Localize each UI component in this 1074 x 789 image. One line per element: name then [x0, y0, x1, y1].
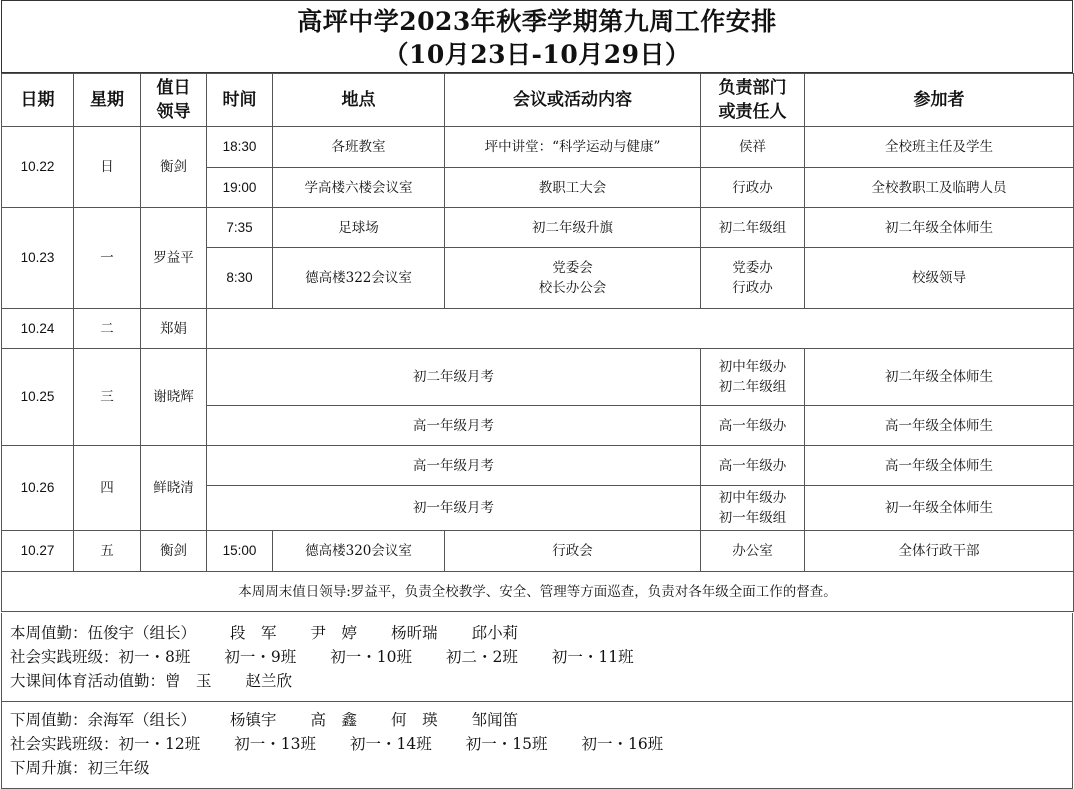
place-cell: 足球场	[273, 208, 445, 248]
next-week-flag-line: 下周升旗：初三年级	[10, 759, 150, 777]
weekday-cell: 四	[74, 446, 141, 531]
time-cell: 15:00	[207, 531, 273, 572]
owner-cell: 侯祥	[701, 127, 805, 168]
time-cell: 18:30	[207, 127, 273, 168]
table-row	[2, 127, 1074, 168]
attendees-cell: 校级领导	[805, 248, 1074, 309]
weekend-note: 本周周末值日领导:罗益平，负责全校教学、安全、管理等方面巡查，负责对各年级全面工作的督查。	[2, 572, 1074, 612]
next-week-duty-line: 下周值勤：余海军（组长） 杨镇宇 高 鑫 何 瑛 邹闻笛	[10, 711, 519, 729]
attendees-cell: 初一年级全体师生	[805, 486, 1074, 531]
owner-cell: 初中年级办 初一年级组	[701, 486, 805, 531]
table-row	[2, 531, 1074, 572]
col-header-time: 时间	[207, 74, 273, 127]
place-cell: 德高楼320会议室	[273, 531, 445, 572]
attendees-cell: 全校教职工及临聘人员	[805, 168, 1074, 208]
content-cell: 坪中讲堂：“科学运动与健康”	[445, 127, 701, 168]
weekday-cell: 日	[74, 127, 141, 208]
owner-cell: 党委办 行政办	[701, 248, 805, 309]
col-header-place: 地点	[273, 74, 445, 127]
date-cell: 10.25	[2, 349, 74, 446]
col-header-attendees: 参加者	[805, 74, 1074, 127]
col-header-owner: 负责部门 或责任人	[701, 74, 805, 127]
weekday-cell: 五	[74, 531, 141, 572]
leader-cell: 罗益平	[141, 208, 207, 309]
date-cell: 10.24	[2, 309, 74, 349]
col-header-date: 日期	[2, 74, 74, 127]
empty-cell	[207, 309, 1074, 349]
this-week-duty-line: 本周值勤：伍俊宇（组长） 段 军 尹 婷 杨昕瑞 邱小莉	[10, 624, 519, 642]
title-block	[1, 0, 1073, 73]
weekday-cell: 一	[74, 208, 141, 309]
owner-cell: 高一年级办	[701, 406, 805, 446]
place-cell: 学高楼六楼会议室	[273, 168, 445, 208]
leader-cell: 衡剑	[141, 127, 207, 208]
this-week-practice-line: 社会实践班级：初一・8班 初一・9班 初一・10班 初二・2班 初一・11班	[10, 648, 634, 666]
place-cell: 各班教室	[273, 127, 445, 168]
table-row	[2, 309, 1074, 349]
col-header-content: 会议或活动内容	[445, 74, 701, 127]
owner-cell: 初二年级组	[701, 208, 805, 248]
content-cell: 高一年级月考	[207, 446, 701, 486]
time-cell: 8:30	[207, 248, 273, 309]
owner-cell: 高一年级办	[701, 446, 805, 486]
attendees-cell: 全校班主任及学生	[805, 127, 1074, 168]
leader-cell: 郑娟	[141, 309, 207, 349]
content-cell: 初二年级月考	[207, 349, 701, 406]
attendees-cell: 初二年级全体师生	[805, 208, 1074, 248]
content-cell: 高一年级月考	[207, 406, 701, 446]
leader-cell: 衡剑	[141, 531, 207, 572]
content-cell: 初二年级升旗	[445, 208, 701, 248]
leader-cell: 谢晓辉	[141, 349, 207, 446]
content-cell: 初一年级月考	[207, 486, 701, 531]
owner-cell: 初中年级办 初二年级组	[701, 349, 805, 406]
next-week-practice-line: 社会实践班级：初一・12班 初一・13班 初一・14班 初一・15班 初一・16班	[10, 735, 664, 753]
date-cell: 10.26	[2, 446, 74, 531]
schedule-table	[1, 73, 1074, 612]
next-week-duty-block	[1, 702, 1073, 789]
col-header-weekday: 星期	[74, 74, 141, 127]
weekday-cell: 三	[74, 349, 141, 446]
time-cell: 19:00	[207, 168, 273, 208]
content-cell: 党委会 校长办公会	[445, 248, 701, 309]
table-row	[2, 208, 1074, 248]
date-cell: 10.22	[2, 127, 74, 208]
date-cell: 10.27	[2, 531, 74, 572]
content-cell: 行政会	[445, 531, 701, 572]
weekend-note-row	[2, 572, 1074, 612]
attendees-cell: 全体行政干部	[805, 531, 1074, 572]
header-row	[2, 74, 1074, 127]
attendees-cell: 高一年级全体师生	[805, 446, 1074, 486]
leader-cell: 鲜晓清	[141, 446, 207, 531]
table-row	[2, 446, 1074, 486]
time-cell: 7:35	[207, 208, 273, 248]
content-cell: 教职工大会	[445, 168, 701, 208]
this-week-pe-line: 大课间体育活动值勤：曾 玉 赵兰欣	[10, 672, 293, 690]
col-header-leader: 值日 领导	[141, 74, 207, 127]
this-week-duty-block	[1, 613, 1073, 702]
table-row	[2, 349, 1074, 406]
page-title: 高坪中学2023年秋季学期第九周工作安排	[297, 7, 777, 36]
attendees-cell: 高一年级全体师生	[805, 406, 1074, 446]
date-cell: 10.23	[2, 208, 74, 309]
owner-cell: 行政办	[701, 168, 805, 208]
weekday-cell: 二	[74, 309, 141, 349]
page-subtitle: （10月23日-10月29日）	[383, 40, 691, 69]
place-cell: 德高楼322会议室	[273, 248, 445, 309]
owner-cell: 办公室	[701, 531, 805, 572]
attendees-cell: 初二年级全体师生	[805, 349, 1074, 406]
